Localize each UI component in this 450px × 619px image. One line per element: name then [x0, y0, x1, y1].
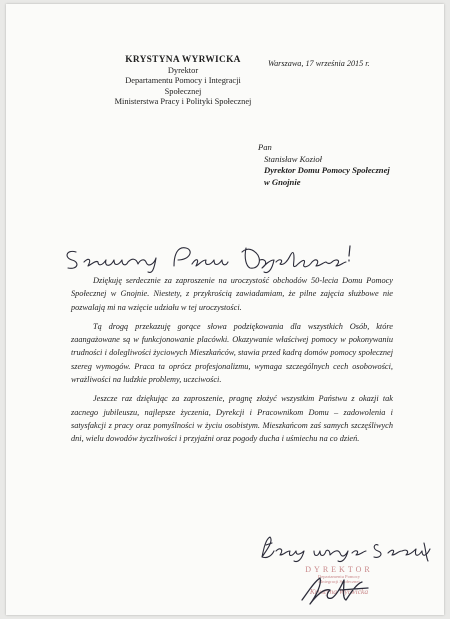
body-paragraph: Dziękuję serdecznie za zaproszenie na uroczystość obchodów 50-lecia Domu Pomocy Społecznej w Gnojnie. Niestety, z przykrością zawiadamiam, że pilne zajęcia służbowe nie pozwalają mi na wzięcie udziału w tej uroczystości.	[71, 276, 393, 312]
recipient-line: w Gnojnie	[264, 176, 301, 187]
stamp-name: Krystyna Wyrwicka	[309, 587, 369, 597]
sender-title-line: Dyrektor	[167, 65, 199, 75]
handwritten-closing	[256, 531, 436, 567]
signature-scribble	[296, 570, 376, 610]
sender-title-line: Departamentu Pomocy i Integracji	[125, 76, 241, 86]
sender-title-line: Ministerstwa Pracy i Polityki Społecznej	[114, 97, 252, 107]
stamp-subline: i Integracji Społecznej	[318, 579, 360, 585]
stamp-subline: Departamentu Pomocy	[317, 574, 361, 579]
handwritten-greeting	[62, 240, 362, 278]
sender-title-line: Społecznej	[164, 86, 202, 96]
recipient-line: Pan	[258, 142, 272, 152]
body-paragraph: Jeszcze raz dziękując za zaproszenie, pragnę złożyć wszystkim Państwu z okazji tak zacnego jubileuszu, najlepsze życzenia, Dyrekcji i Pracownikom Domu – zadowolenia i satysfakcji z pracy oraz pomyślności w życiu osobistym. Mieszkańcom zaś samych szczęśliwych dni, wielu dowodów życzliwości i przyjaźni oraz pogody ducha i uśmiechu na co dzień.	[71, 394, 393, 444]
recipient-line: Dyrektor Domu Pomocy Społecznej	[264, 165, 390, 176]
sender-name: KRYSTYNA WYRWICKA	[125, 55, 241, 65]
stamp-title: DYREKTOR	[305, 565, 373, 574]
body-paragraph: Tą drogą przekazuję gorące słowa podziękowania dla wszystkich Osób, które zaangażowane są w funkcjonowanie placówki. Okazywanie właściwej pomocy w pokonywaniu trudności i dolegliwości życiowych Mieszkańców, stawia przed kadrą domów pomocy społecznej szereg wymogów. Praca ta oprócz profesjonalizmu, wymaga szczególnych cech osobowości, wrażliwości na ludzkie problemy, uczciwości.	[71, 321, 393, 385]
letter-body	[71, 274, 393, 452]
recipient-line: Stanisław Kozioł	[264, 153, 323, 164]
recipient-block	[258, 142, 390, 188]
letter-date: Warszawa, 17 września 2015 r.	[268, 59, 370, 68]
letter-page	[6, 4, 444, 615]
sender-block	[88, 55, 278, 108]
